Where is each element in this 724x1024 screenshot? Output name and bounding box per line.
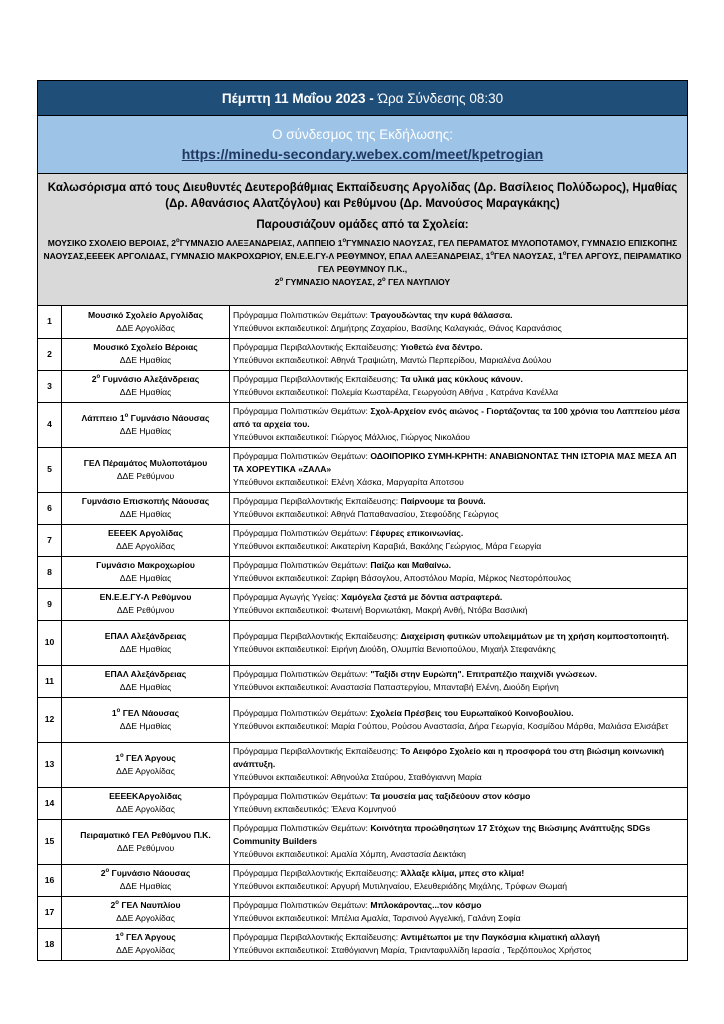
directorate-name: ΔΔΕ Αργολίδας (116, 765, 175, 776)
schools-list: ΜΟΥΣΙΚΟ ΣΧΟΛΕΙΟ ΒΕΡΟΙΑΣ, $2^o\Gamma\Upsilon MNA\Sigma IO$ ΑΛΕΞΑΝΔΡΕΙΑΣ, ΛΑΠΠΕΙΟ $1^o\Gamma\Upsilon MNA\Sigma IO$ ΝΑΟΥΣΑΣ, ΓΕΛ ΠΕΡΑΜΑΤΟΣ ΜΥΛΟΠΟΤΑΜΟΥ, ΓΥΜΝΑΣΙΟ ΕΠΙΣΚΟΠΗΣ ΝΑΟΥΣΑΣ,ΕΕΕΕΚ ΑΡΓΟΛΙΔΑΣ, ΓΥΜΝΑΣΙΟ ΜΑΚΡΟΧΩΡΙΟΥ, ΕΝ.Ε.Ε.ΓΥ-Λ ΡΕΘΥΜΝΟΥ, ΕΠΑΛ ΑΛΕΞΑΝΔΡΕΙΑΣ, $1^o\Gamma E\Lambda$ ΝΑΟΥΣΑΣ, $1^o\Gamma E\Lambda$ ΑΡΓΟΥΣ, ΠΕΙΡΑΜΑΤΙΚΟ ΓΕΛ ΡΕΘΥΜΝΟΥ Π.Κ., $2^o$ ΓΥΜΝΑΣΙΟ ΝΑΟΥΣΑΣ, $2^o$ ΓΕΛ ΝΑΥΠΛΙΟΥ (43, 238, 682, 287)
program-cell (230, 620, 688, 665)
program-title: Παίρνουμε τα βουνά. (400, 496, 486, 507)
table-row (38, 864, 687, 896)
program-title: Υιοθετώ ένα δέντρο. (400, 342, 483, 353)
program-title: Κοινότητα προώθησητων 17 Στόχων της Βιώσιμης Ανάπτυξης SDGs Community Builders (233, 823, 651, 847)
directorate-name: ΔΔΕ Ρεθύμνου (116, 842, 175, 853)
directorate-name: ΔΔΕ Ημαθίας (119, 643, 172, 654)
program-line (233, 591, 684, 604)
program-type: Πρόγραμμα Περιβαλλοντικής Εκπαίδευσης: (233, 374, 399, 385)
school-cell (62, 819, 230, 864)
directorate-name: ΔΔΕ Ημαθίας (119, 720, 172, 731)
row-number: 15 (38, 819, 62, 864)
row-number: 18 (38, 928, 62, 960)
responsible-teachers: Υπεύθυνοι εκπαιδευτικοί: Ελένη Χάσκα, Μαργαρίτα Αποτσου (233, 476, 464, 487)
row-number: 14 (38, 787, 62, 819)
link-header (38, 116, 687, 174)
program-cell (230, 742, 688, 787)
school-name: $1^o$ ΓΕΛ Άργους (115, 752, 176, 763)
responsible-teachers: Υπεύθυνοι εκπαιδευτικοί: Μαρία Γούπου, Ρούσου Αναστασία, Δήρα Γεωργία, Κοσμίδου Μάρθα, Μαλιάσα Ελισάβετ (233, 720, 669, 731)
directorate-name: ΔΔΕ Ρεθύμνου (116, 605, 175, 615)
school-name: $2^o$ Γυμνάσιο Νάουσας (100, 868, 191, 879)
row-number: 12 (38, 697, 62, 742)
responsible-teachers: Υπεύθυνοι εκπαιδευτικοί: Φωτεινή Βορνιωτάκη, Μακρή Ανθή, Ντόβα Βασιλική (233, 605, 528, 615)
program-type: Πρόγραμμα Πολιτιστικών Θεμάτων: (233, 560, 368, 571)
welcome-text: Καλωσόρισμα από τους Διευθυντές Δευτεροβάθμιας Εκπαίδευσης Αργολίδας (Δρ. Βασίλειος Πολύδωρος), Ημαθίας (Δρ. Αθανάσιος Αλατζόγλου) και Ρεθύμνου (Δρ. Μανούσος Μαραγκάκης) (47, 182, 678, 210)
program-line (233, 745, 684, 771)
row-number: 1 (38, 306, 62, 338)
directorate-name: ΔΔΕ Ημαθίας (119, 509, 172, 519)
program-title: Τα υλικά μας κύκλους κάνουν. (400, 374, 523, 385)
row-number: 13 (38, 742, 62, 787)
program-document (37, 80, 688, 961)
responsible-teachers: Υπεύθυνοι εκπαιδευτικοί: Μπέλια Αμαλία, Ταρσινού Αγγελική, Γαλάνη Σοφία (233, 913, 521, 923)
table-row (38, 492, 687, 524)
responsible-teachers: Υπεύθυνοι εκπαιδευτικοί: Πολεμία Κωσταρέλα, Γεωργούση Αθήνα , Κατράνα Κανέλλα (233, 387, 559, 397)
program-line (233, 931, 684, 944)
school-name: Λάππειο $1^o$ Γυμνάσιο Νάουσας (81, 412, 210, 423)
program-type: Πρόγραμμα Περιβαλλοντικής Εκπαίδευσης: (233, 746, 399, 757)
school-name: ΕΝ.Ε.Ε.ΓΥ-Λ Ρεθύμνου (99, 592, 192, 603)
program-cell (230, 896, 688, 928)
program-cell (230, 447, 688, 492)
table-row (38, 896, 687, 928)
program-type: Πρόγραμμα Πολιτιστικών Θεμάτων: (233, 528, 368, 539)
program-cell (230, 306, 688, 338)
responsible-teachers: Υπεύθυνοι εκπαιδευτικοί: Αθηνά Τραψιώτη, Μαντώ Περπερίδου, Μαριαλένα Δούλου (233, 355, 552, 365)
program-title: "Ταξίδι στην Ευρώπη". Επιτραπέζιο παιχνίδι γνώσεων. (370, 669, 598, 680)
program-line (233, 630, 684, 643)
row-number: 4 (38, 402, 62, 447)
program-line (233, 527, 684, 540)
program-line (233, 790, 684, 803)
table-row (38, 402, 687, 447)
table-row (38, 370, 687, 402)
responsible-teachers: Υπεύθυνοι εκπαιδευτικοί: Αναστασία Παπαστεργίου, Μπανταβή Ελένη, Διούδη Ειρήνη (233, 682, 559, 692)
responsible-teachers: Υπεύθυνοι εκπαιδευτικοί: Ειρήνη Διούδη, Ολυμπία Βενιοπούλου, Μιχαήλ Στεφανάκης (233, 643, 556, 654)
table-row (38, 742, 687, 787)
table-row (38, 556, 687, 588)
program-line (233, 373, 684, 386)
directorate-name: ΔΔΕ Αργολίδας (116, 945, 175, 956)
school-cell (62, 556, 230, 588)
table-row (38, 665, 687, 697)
school-name: ΓΕΛ Πέραμάτος Μυλοποτάμου (83, 457, 208, 468)
table-row (38, 338, 687, 370)
date-header (38, 81, 687, 116)
program-cell (230, 370, 688, 402)
program-cell (230, 928, 688, 960)
school-name: Μουσικό Σχολείο Βέροιας (93, 342, 198, 353)
program-line (233, 341, 684, 354)
event-date: Πέμπτη 11 Μαΐου 2023 - (221, 90, 374, 106)
directorate-name: ΔΔΕ Αργολίδας (116, 541, 175, 551)
program-cell (230, 492, 688, 524)
program-line (233, 309, 684, 322)
program-title: Διαχείριση φυτικών υπολειμμάτων με τη χρήση κομποστοποιητή. (400, 630, 669, 641)
program-cell (230, 524, 688, 556)
program-type: Πρόγραμμα Περιβαλλοντικής Εκπαίδευσης: (233, 630, 399, 641)
school-cell (62, 524, 230, 556)
school-name: $2^o$ Γυμνάσιο Αλεξάνδρειας (91, 374, 200, 385)
program-line (233, 867, 684, 880)
program-line (233, 405, 684, 431)
school-cell (62, 864, 230, 896)
table-row (38, 588, 687, 620)
program-title: Σχολ-Αρχείον ενός αιώνος - Γιορτάζοντας τα 100 χρόνια του Λαππείου μέσα από τα αρχεία του. (233, 406, 680, 430)
responsible-teachers: Υπεύθυνοι εκπαιδευτικοί: Γιώργος Μάλλιος, Γιώργος Νικολάου (233, 431, 470, 442)
program-title: Το Αειφόρο Σχολείο και η προσφορά του στη βιώσιμη κοινωνική ανάπτυξη. (233, 746, 665, 770)
school-cell (62, 787, 230, 819)
row-number: 7 (38, 524, 62, 556)
school-name: $1^o$ ΓΕΛ Άργους (115, 932, 176, 943)
directorate-name: ΔΔΕ Ημαθίας (119, 355, 172, 365)
program-title: Γέφυρες επικοινωνίας. (370, 528, 464, 539)
program-type: Πρόγραμμα Πολιτιστικών Θεμάτων: (233, 669, 368, 680)
table-row (38, 524, 687, 556)
program-line (233, 822, 684, 848)
school-cell (62, 665, 230, 697)
school-cell (62, 338, 230, 370)
program-line (233, 559, 684, 572)
school-cell (62, 588, 230, 620)
responsible-teachers: Υπεύθυνοι εκπαιδευτικοί: Δημήτρης Ζαχαρίου, Βασίλης Καλαγκιάς, Θάνος Καρανάσιος (233, 322, 562, 333)
responsible-teachers: Υπεύθυνοι εκπαιδευτικοί: Σταθόγιαννη Μαρία, Τριανταφυλλίδη Ιερασία , Τερζόπουλος Χρήστος (233, 945, 592, 956)
program-cell (230, 665, 688, 697)
program-type: Πρόγραμμα Περιβαλλοντικής Εκπαίδευσης: (233, 342, 399, 353)
program-cell (230, 819, 688, 864)
event-link[interactable]: https://minedu-secondary.webex.com/meet/kpetrogian (181, 145, 544, 162)
program-type: Πρόγραμμα Περιβαλλοντικής Εκπαίδευσης: (233, 932, 399, 943)
school-cell (62, 370, 230, 402)
row-number: 6 (38, 492, 62, 524)
directorate-name: ΔΔΕ Ημαθίας (119, 881, 172, 891)
program-table (38, 306, 687, 960)
responsible-teachers: Υπεύθυνοι εκπαιδευτικοί: Ζαρίφη Βάσογλου, Αποστόλου Μαρία, Μέρκος Νεστορόπουλος (233, 573, 571, 583)
table-row (38, 306, 687, 338)
row-number: 8 (38, 556, 62, 588)
program-type: Πρόγραμμα Αγωγής Υγείας: (233, 592, 339, 603)
program-type: Πρόγραμμα Πολιτιστικών Θεμάτων: (233, 791, 368, 802)
program-cell (230, 697, 688, 742)
program-type: Πρόγραμμα Πολιτιστικών Θεμάτων: (233, 451, 368, 462)
program-line (233, 707, 684, 720)
table-row (38, 620, 687, 665)
program-cell (230, 787, 688, 819)
table-row (38, 928, 687, 960)
program-title: Χαμόγελα ζεστά με δόντια αστραφτερά. (341, 592, 503, 603)
row-number: 11 (38, 665, 62, 697)
school-cell (62, 447, 230, 492)
row-number: 2 (38, 338, 62, 370)
row-number: 3 (38, 370, 62, 402)
responsible-teachers: Υπεύθυνη εκπαιδευτικός: Έλενα Κομνηνού (233, 804, 397, 814)
program-cell (230, 588, 688, 620)
intro-section (38, 174, 687, 306)
school-name: $1^o$ ΓΕΛ Νάουσας (111, 707, 180, 718)
program-line (233, 899, 684, 912)
school-name: ΕΕΕΕΚΑργολίδας (109, 791, 182, 802)
directorate-name: ΔΔΕ Αργολίδας (116, 913, 175, 923)
link-label: Ο σύνδεσμος της Εκδήλωσης: (271, 126, 454, 142)
program-cell (230, 556, 688, 588)
program-title: Μπλοκάροντας...τον κόσμο (370, 900, 482, 911)
school-cell (62, 896, 230, 928)
directorate-name: ΔΔΕ Ημαθίας (119, 387, 172, 397)
program-type: Πρόγραμμα Πολιτιστικών Θεμάτων: (233, 823, 368, 834)
responsible-teachers: Υπεύθυνοι εκπαιδευτικοί: Αργυρή Μυτιληναίου, Ελευθεριάδης Μιχάλης, Τρύφων Θωμαή (233, 881, 568, 891)
program-type: Πρόγραμμα Πολιτιστικών Θεμάτων: (233, 707, 368, 718)
school-cell (62, 697, 230, 742)
program-type: Πρόγραμμα Περιβαλλοντικής Εκπαίδευσης: (233, 496, 399, 507)
school-name: $2^o$ ΓΕΛ Ναυπλίου (110, 900, 181, 911)
program-title: ΟΔΟΙΠΟΡΙΚΟ ΣΥΜΗ-ΚΡΗΤΗ: ΑΝΑΒΙΩΝΟΝΤΑΣ ΤΗΝ ΙΣΤΟΡΙΑ ΜΑΣ ΜΕΣΑ ΑΠ ΤΑ ΧΟΡΕΥΤΙΚΑ «ΖΑΛΑ» (233, 451, 677, 475)
school-name: ΕΠΑΛ Αλεξάνδρειας (104, 669, 187, 680)
program-line (233, 495, 684, 508)
school-cell (62, 620, 230, 665)
directorate-name: ΔΔΕ Αργολίδας (116, 322, 175, 333)
directorate-name: ΔΔΕ Ημαθίας (119, 425, 172, 436)
responsible-teachers: Υπεύθυνοι εκπαιδευτικοί: Αθηνά Παπαθανασίου, Στεφούδης Γεώργιος (233, 509, 499, 519)
directorate-name: ΔΔΕ Ημαθίας (119, 682, 172, 692)
present-heading: Παρουσιάζουν ομάδες από τα Σχολεία: (256, 219, 469, 231)
table-row (38, 447, 687, 492)
responsible-teachers: Υπεύθυνοι εκπαιδευτικοί: Αθηνούλα Σταύρου, Σταθόγιαννη Μαρία (233, 771, 482, 782)
directorate-name: ΔΔΕ Ημαθίας (119, 573, 172, 583)
school-name: Γυμνάσιο Επισκοπής Νάουσας (81, 496, 210, 507)
table-row (38, 819, 687, 864)
table-row (38, 787, 687, 819)
school-name: Γυμνάσιο Μακροχωρίου (96, 560, 195, 571)
row-number: 9 (38, 588, 62, 620)
school-cell (62, 742, 230, 787)
program-title: Τραγουδώντας την κυρά θάλασσα. (370, 309, 513, 320)
program-line (233, 668, 684, 681)
row-number: 5 (38, 447, 62, 492)
row-number: 10 (38, 620, 62, 665)
school-name: ΕΠΑΛ Αλεξάνδρειας (104, 630, 187, 641)
program-type: Πρόγραμμα Πολιτιστικών Θεμάτων: (233, 406, 368, 417)
program-title: Παίζω και Μαθαίνω. (370, 560, 452, 571)
school-name: ΕΕΕΕΚ Αργολίδας (108, 528, 183, 539)
directorate-name: ΔΔΕ Ρεθύμνου (116, 470, 175, 481)
program-cell (230, 338, 688, 370)
program-title: Σχολεία Πρέσβεις του Ευρωπαϊκού Κοινοβουλίου. (370, 707, 574, 718)
school-cell (62, 928, 230, 960)
school-cell (62, 402, 230, 447)
row-number: 17 (38, 896, 62, 928)
table-row (38, 697, 687, 742)
program-type: Πρόγραμμα Πολιτιστικών Θεμάτων: (233, 309, 368, 320)
directorate-name: ΔΔΕ Αργολίδας (116, 804, 175, 814)
program-title: Τα μουσεία μας ταξιδεύουν στον κόσμο (370, 791, 531, 802)
program-cell (230, 864, 688, 896)
school-cell (62, 492, 230, 524)
school-cell (62, 306, 230, 338)
program-cell (230, 402, 688, 447)
school-name: Πειραματικό ΓΕΛ Ρεθύμνου Π.Κ. (80, 829, 211, 840)
responsible-teachers: Υπεύθυνοι εκπαιδευτικοί: Αικατερίνη Καραβιά, Βακάλης Γεώργιος, Μάρα Γεωργία (233, 541, 542, 551)
program-title: Άλλαξε κλίμα, μπες στο κλίμα! (400, 868, 525, 879)
program-line (233, 450, 684, 476)
school-name: Μουσικό Σχολείο Αργολίδας (87, 309, 204, 320)
connection-time: Ώρα Σύνδεσης 08:30 (377, 90, 504, 106)
program-type: Πρόγραμμα Περιβαλλοντικής Εκπαίδευσης: (233, 868, 399, 879)
responsible-teachers: Υπεύθυνοι εκπαιδευτικοί: Αμαλία Χόμπη, Αναστασία Δεικτάκη (233, 848, 466, 859)
row-number: 16 (38, 864, 62, 896)
program-title: Αντιμέτωποι με την Παγκόσμια κλιματική αλλαγή (400, 932, 600, 943)
program-type: Πρόγραμμα Πολιτιστικών Θεμάτων: (233, 900, 368, 911)
